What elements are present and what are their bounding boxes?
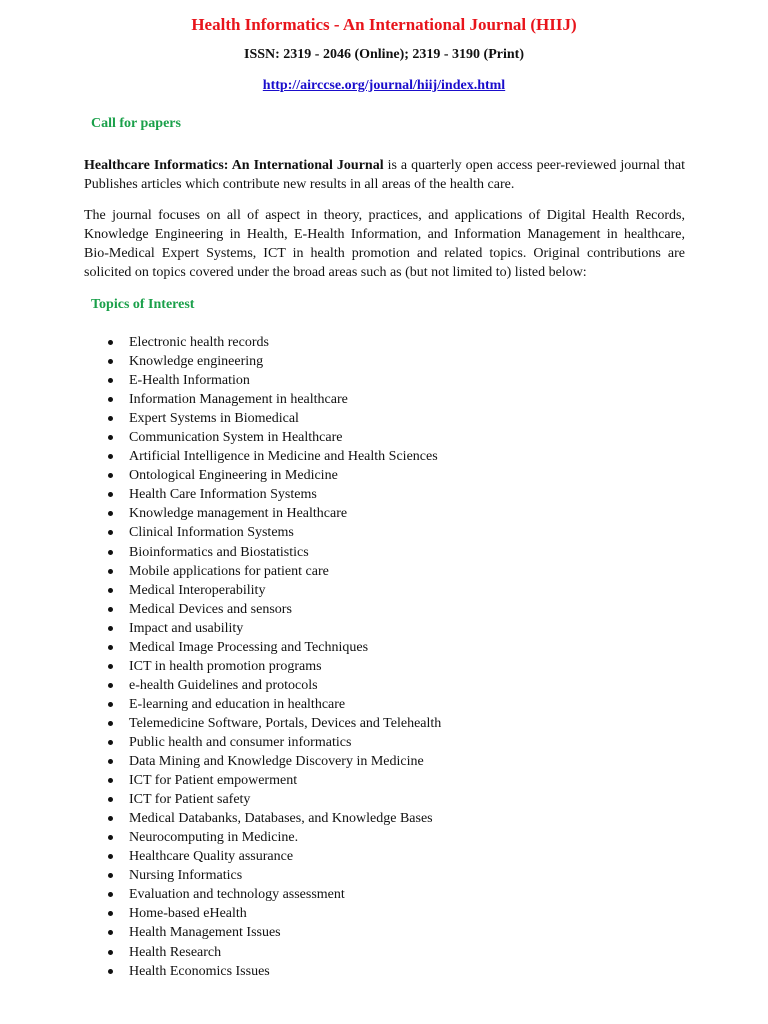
issn-line: ISSN: 2319 - 2046 (Online); 2319 - 3190 (Print) — [244, 47, 524, 62]
topic-label: ICT in health promotion programs — [129, 658, 322, 674]
bullet-icon — [108, 835, 113, 840]
topic-item — [0, 809, 768, 828]
topic-label: Telemedicine Software, Portals, Devices and Telehealth — [129, 715, 442, 731]
bullet-icon — [108, 607, 113, 612]
bullet-icon — [108, 492, 113, 497]
topic-label: Nursing Informatics — [129, 868, 243, 884]
topic-item — [0, 923, 768, 942]
topic-item — [0, 943, 768, 962]
topic-label: Clinical Information Systems — [129, 525, 294, 541]
intro-journal-name: Healthcare Informatics: An International Journal — [84, 158, 384, 173]
bullet-icon — [108, 969, 113, 974]
topic-item — [0, 866, 768, 885]
bullet-icon — [108, 511, 113, 516]
bullet-icon — [108, 873, 113, 878]
topic-item — [0, 562, 768, 581]
bullet-icon — [108, 740, 113, 745]
bullet-icon — [108, 721, 113, 726]
call-for-papers-heading: Call for papers — [91, 116, 181, 131]
focus-paragraph: The journal focuses on all of aspect in theory, practices, and applications of Digital Health Records, Knowledge Engineering in Health, E-Health Information, and Information Management in healthcare, Bio-Medical Expert Systems, ICT in health promotion and related topics. Original contributions are solicited on topics covered under the broad areas such as (but not limited to) listed below: — [84, 208, 685, 280]
topic-item — [0, 695, 768, 714]
topic-label: Information Management in healthcare — [129, 392, 348, 408]
topic-label: Health Management Issues — [129, 925, 281, 941]
journal-title: Health Informatics - An International Journal (HIIJ) — [191, 15, 577, 34]
bullet-icon — [108, 645, 113, 650]
topic-item — [0, 581, 768, 600]
topic-label: E-Health Information — [129, 373, 250, 389]
topic-label: Electronic health records — [129, 335, 269, 350]
bullet-icon — [108, 892, 113, 897]
bullet-icon — [108, 759, 113, 764]
bullet-icon — [108, 435, 113, 440]
bullet-icon — [108, 702, 113, 707]
bullet-icon — [108, 930, 113, 935]
topic-label: e-health Guidelines and protocols — [129, 677, 318, 693]
topic-item — [0, 771, 768, 790]
topic-item — [0, 733, 768, 752]
bullet-icon — [108, 683, 113, 688]
bullet-icon — [108, 550, 113, 555]
topic-label: Impact and usability — [129, 620, 244, 636]
topic-item — [0, 466, 768, 485]
journal-url-line — [0, 78, 768, 94]
bullet-icon — [108, 797, 113, 802]
topic-label: Health Care Information Systems — [129, 487, 317, 503]
topic-label: Expert Systems in Biomedical — [129, 411, 299, 427]
bullet-icon — [108, 816, 113, 821]
topic-item — [0, 790, 768, 809]
topic-item — [0, 962, 768, 981]
topic-item — [0, 333, 768, 352]
topic-label: Mobile applications for patient care — [129, 563, 329, 579]
topic-item — [0, 904, 768, 923]
bullet-icon — [108, 854, 113, 859]
topic-label: E-learning and education in healthcare — [129, 696, 346, 712]
topic-label: Communication System in Healthcare — [129, 430, 343, 446]
bullet-icon — [108, 454, 113, 459]
bullet-icon — [108, 626, 113, 631]
bullet-icon — [108, 473, 113, 478]
topic-item — [0, 619, 768, 638]
topic-label: Evaluation and technology assessment — [129, 887, 345, 903]
topic-item — [0, 523, 768, 542]
bullet-icon — [108, 588, 113, 593]
topic-item — [0, 543, 768, 562]
topic-label: Knowledge management in Healthcare — [129, 506, 348, 522]
topic-label: Ontological Engineering in Medicine — [129, 468, 338, 484]
bullet-icon — [108, 778, 113, 783]
topic-item — [0, 428, 768, 447]
bullet-icon — [108, 911, 113, 916]
topic-label: Healthcare Quality assurance — [129, 849, 294, 865]
topic-item — [0, 390, 768, 409]
topic-label: Medical Devices and sensors — [129, 601, 292, 617]
topic-label: Home-based eHealth — [129, 906, 247, 922]
topic-item — [0, 638, 768, 657]
bullet-icon — [108, 378, 113, 383]
topic-label: Health Research — [129, 944, 222, 960]
topic-item — [0, 504, 768, 523]
topic-item — [0, 676, 768, 695]
bullet-icon — [108, 530, 113, 535]
topic-item — [0, 600, 768, 619]
topic-label: Artificial Intelligence in Medicine and Health Sciences — [129, 449, 438, 465]
topic-label: Knowledge engineering — [129, 354, 264, 370]
topic-label: Medical Image Processing and Techniques — [129, 639, 369, 655]
topic-item — [0, 485, 768, 504]
topic-label: ICT for Patient safety — [129, 792, 251, 808]
topic-label: Medical Databanks, Databases, and Knowledge Bases — [129, 811, 433, 827]
topic-item — [0, 828, 768, 847]
bullet-icon — [108, 950, 113, 955]
topics-list — [0, 333, 768, 981]
bullet-icon — [108, 416, 113, 421]
topic-label: Neurocomputing in Medicine. — [129, 830, 299, 846]
topic-item — [0, 752, 768, 771]
journal-url-link[interactable]: http://airccse.org/journal/hiij/index.html — [262, 78, 506, 93]
bullet-icon — [108, 340, 113, 345]
intro-paragraph — [84, 156, 685, 194]
topic-item — [0, 885, 768, 904]
topic-item — [0, 409, 768, 428]
topic-label: Medical Interoperability — [129, 582, 266, 598]
topic-item — [0, 371, 768, 390]
topic-label: ICT for Patient empowerment — [129, 773, 298, 789]
topic-label: Bioinformatics and Biostatistics — [129, 544, 309, 560]
intro-text: is a quarterly open access peer-reviewed journal that Publishes articles which contribute new results in all areas of the health care. — [84, 158, 685, 192]
topic-item — [0, 847, 768, 866]
bullet-icon — [108, 664, 113, 669]
topic-item — [0, 714, 768, 733]
topic-item — [0, 657, 768, 676]
bullet-icon — [108, 569, 113, 574]
bullet-icon — [108, 397, 113, 402]
topics-heading: Topics of Interest — [91, 297, 195, 312]
topic-item — [0, 447, 768, 466]
topic-label: Data Mining and Knowledge Discovery in Medicine — [129, 754, 424, 770]
bullet-icon — [108, 359, 113, 364]
topic-item — [0, 352, 768, 371]
topic-label: Public health and consumer informatics — [129, 734, 352, 750]
topic-label: Health Economics Issues — [129, 963, 270, 979]
